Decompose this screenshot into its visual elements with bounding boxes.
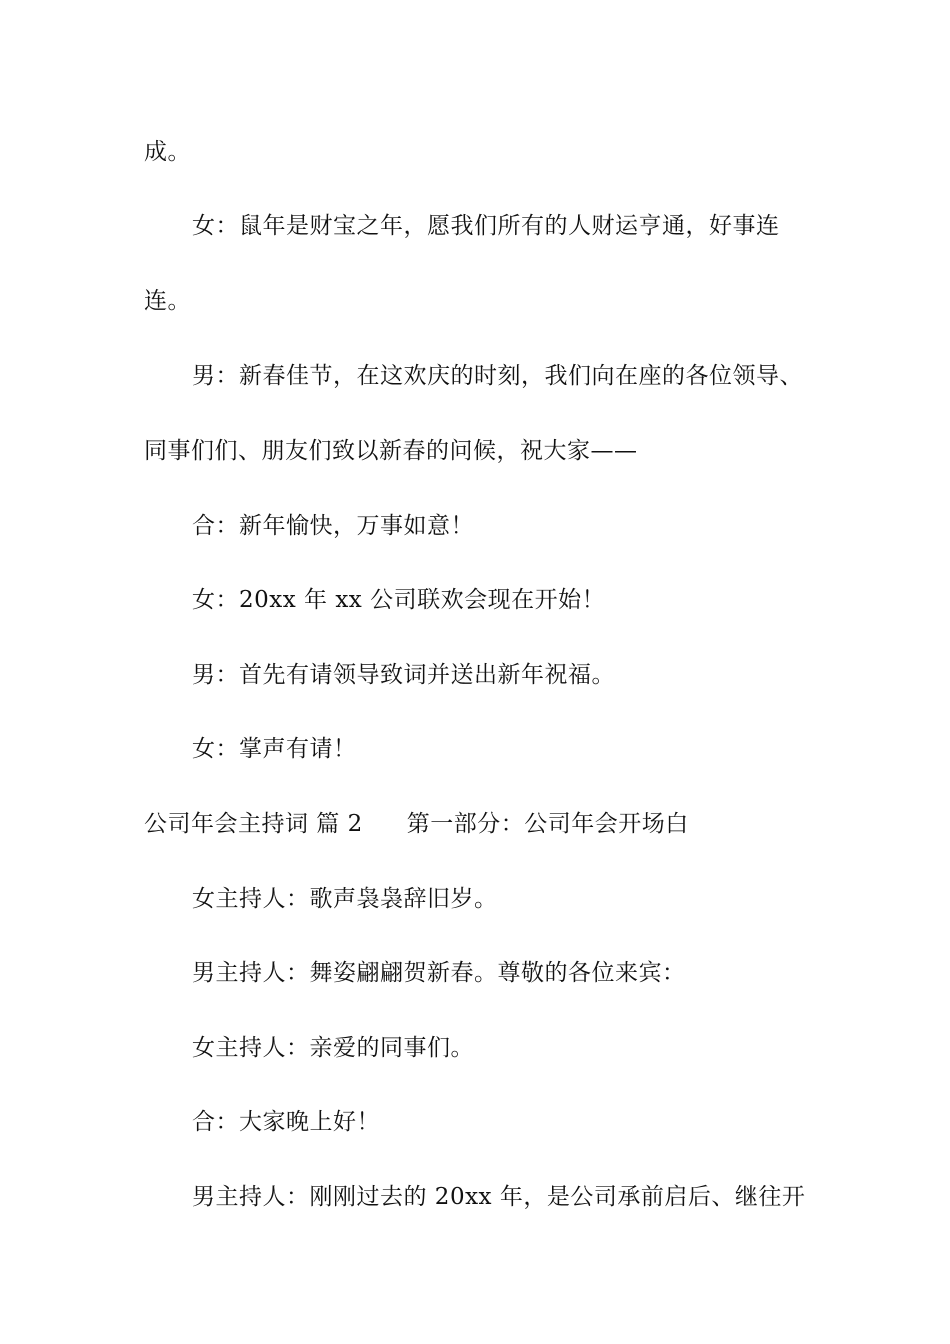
section-subtitle: 第一部分：公司年会开场白 <box>406 811 689 837</box>
paragraph-line: 同事们们、朋友们致以新春的问候，祝大家—— <box>144 438 638 464</box>
paragraph-line: 成。 <box>144 139 191 165</box>
paragraph-line: 女主持人：亲爱的同事们。 <box>192 1035 474 1061</box>
section-heading <box>144 809 689 839</box>
paragraph-line: 连。 <box>144 288 191 314</box>
paragraph-line: 女：掌声有请！ <box>192 736 357 762</box>
paragraph-line: 男：首先有请领导致词并送出新年祝福。 <box>192 662 615 688</box>
paragraph-line: 女主持人：歌声袅袅辞旧岁。 <box>192 886 498 912</box>
section-title: 公司年会主持词 篇 2 <box>144 811 363 837</box>
paragraph-line: 男主持人：刚刚过去的 20xx 年，是公司承前启后、继往开 <box>192 1184 806 1210</box>
paragraph-line: 女：鼠年是财宝之年，愿我们所有的人财运亨通，好事连 <box>192 213 780 239</box>
paragraph-line: 男主持人：舞姿翩翩贺新春。尊敬的各位来宾： <box>192 960 686 986</box>
paragraph-line: 合：大家晚上好！ <box>192 1109 380 1135</box>
paragraph-line: 合：新年愉快，万事如意！ <box>192 513 474 539</box>
paragraph-line: 女：20xx 年 xx 公司联欢会现在开始！ <box>192 587 606 613</box>
paragraph-line: 男：新春佳节，在这欢庆的时刻，我们向在座的各位领导、 <box>192 363 803 389</box>
